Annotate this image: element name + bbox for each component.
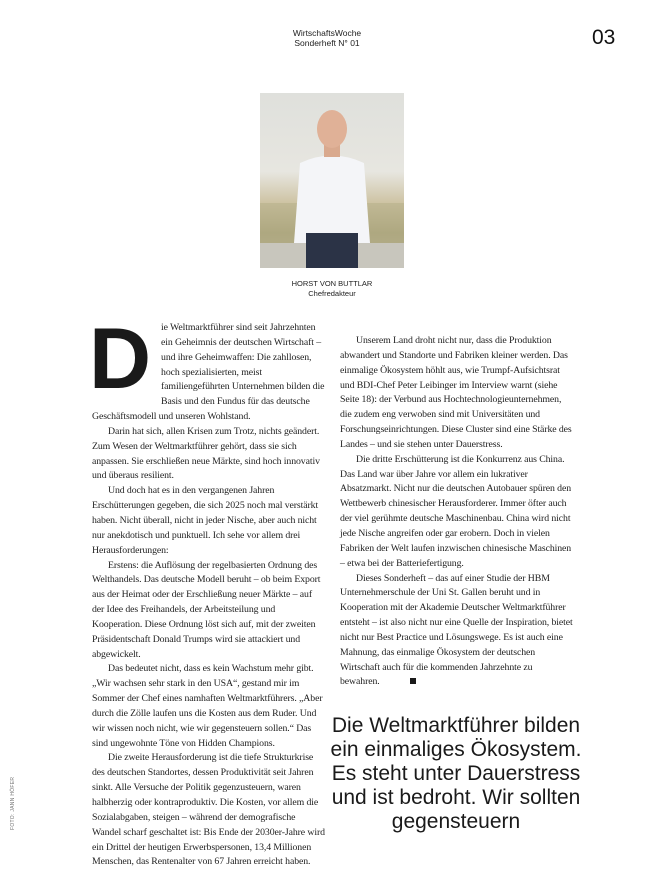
paragraph: Die dritte Erschütterung ist die Konkurrenz aus China. Das Land war über Jahre vor allem ein lukrativer Absatzmarkt. Nicht nur die deutschen Autobauer spüren den Wettbewerb chinesischer Herausforderer. Immer öfter auch der viel gerühmte deutsche Maschinenbau. China wird nicht jede Nische angreifen oder gar erobern. Doch in vielen Fabriken der Welt laufen inzwischen chinesische Maschinen – etwa bei der Batteriefertigung.	[340, 453, 572, 569]
portrait-figure	[260, 93, 404, 268]
issue-label: Sonderheft N° 01	[294, 38, 360, 48]
right-column-area	[330, 334, 582, 834]
paragraph-text: Dieses Sonderheft – das auf einer Studie der HBM Unternehmerschule der Uni St. Gallen beruht und in Kooperation mit der Akademie Deutscher Weltmarktführer entsteht – ist also nicht nur eine Quelle der Inspiration, bietet nicht nur Best Practice und Lösungswege. Es ist auch eine Mahnung, das einmalige Ökosystem der deutschen Wirtschaft auch für die kommenden Jahrzehnte zu bewahren.	[340, 572, 573, 688]
masthead	[262, 28, 392, 48]
paragraph: Die zweite Herausforderung ist die tiefe Strukturkrise des deutschen Standortes, dessen Produktivität seit Jahren sinkt. Alle Versuche der Politik gegenzusteuern, waren halbherzig oder kontraproduktiv. Die Kosten, vor allem die Sozialabgaben, steigen – während der demografische Wandel scharf geschaltet ist: Bis Ende der 2030er-Jahre wird ein Drittel der heutigen Erwerbspersonen, 13,4 Millionen Menschen, das Rentenalter von 67 Jahren erreicht haben.	[92, 752, 325, 868]
paragraph: Und doch hat es in den vergangenen Jahren Erschütterungen gegeben, die sich 2025 noch mal verstärkt haben. Nicht überall, nicht in jeder Nische, aber auch nicht nur anekdotisch und punktuell. Ich sehe vor allem drei Herausforderungen:	[92, 485, 319, 556]
end-mark-icon	[410, 678, 416, 684]
author-role: Chefredakteur	[308, 288, 356, 298]
pull-quote: Die Weltmarktführer bilden ein einmaliges Ökosystem. Es steht unter Dauerstress und ist bedroht. Wir sollten gegensteuern	[330, 714, 582, 833]
paragraph: Erstens: die Auflösung der regelbasierten Ordnung des Welthandels. Das deutsche Modell beruht – ob beim Export aus der Heimat oder der Erschließung neuer Märkte – auf der Idee des Freihandels, der Arbeitsteilung und Kooperation. Diese Ordnung löst sich auf, mit der zweiten Präsidentschaft Donald Trumps wird sie attackiert und abgewickelt.	[92, 559, 321, 660]
photo-caption	[240, 279, 424, 298]
author-name: HORST VON BUTTLAR	[291, 279, 373, 288]
paragraph: Darin hat sich, allen Krisen zum Trotz, nichts geändert. Zum Wesen der Weltmarktführer gehört, dass sie sich anpassen. Sie erschließen neue Märkte, sind hoch innovativ und überaus resilient.	[92, 425, 320, 482]
photo-credit: FOTO: JANN HÖFER	[10, 776, 16, 830]
article-column-left	[89, 311, 326, 870]
paragraph: Unserem Land droht nicht nur, dass die Produktion abwandert und Standorte und Fabriken kleiner werden. Das einmalige Ökosystem höhlt aus, wie Trumpf-Aufsichtsrat und BDI-Chef Peter Leibinger im Interview warnt (siehe Seite 18): der Verbund aus Hochtechnologieunternehmen, die zudem eng verwoben sind mit Universitäten und Forschungseinrichtungen. Diese Cluster sind eine Stärke des Landes – und sie stehen unter Dauerstress.	[340, 335, 572, 450]
publication-name: WirtschaftsWoche	[292, 28, 362, 38]
page-number: 03	[592, 26, 616, 49]
drop-cap: D	[89, 311, 152, 407]
paragraph: Das bedeutet nicht, dass es kein Wachstum mehr gibt. „Wir wachsen sehr stark in den USA“, gestand mir im Sommer der Chef eines namhaften Weltmarktführers. „Aber durch die Zölle laufen uns die Kosten aus dem Ruder. Und wir wissen noch nicht, wie wir gegensteuern sollen.“ Das sind ungewohnte Töne von Hidden Champions.	[92, 663, 323, 749]
article-column-right	[340, 334, 574, 690]
portrait-photo	[260, 93, 404, 268]
paragraph: ie Weltmarktführer sind seit Jahrzehnten ein Geheimnis der deutschen Wirtschaft – und ihre Geheimwaffen: Die zahllosen, hoch spezialisierten, meist familiengeführten Unternehmen bilden die Basis und den Fundus für das deutsche Geschäftsmodell und unseren Wohlstand.	[92, 322, 325, 423]
paragraph	[340, 572, 574, 691]
